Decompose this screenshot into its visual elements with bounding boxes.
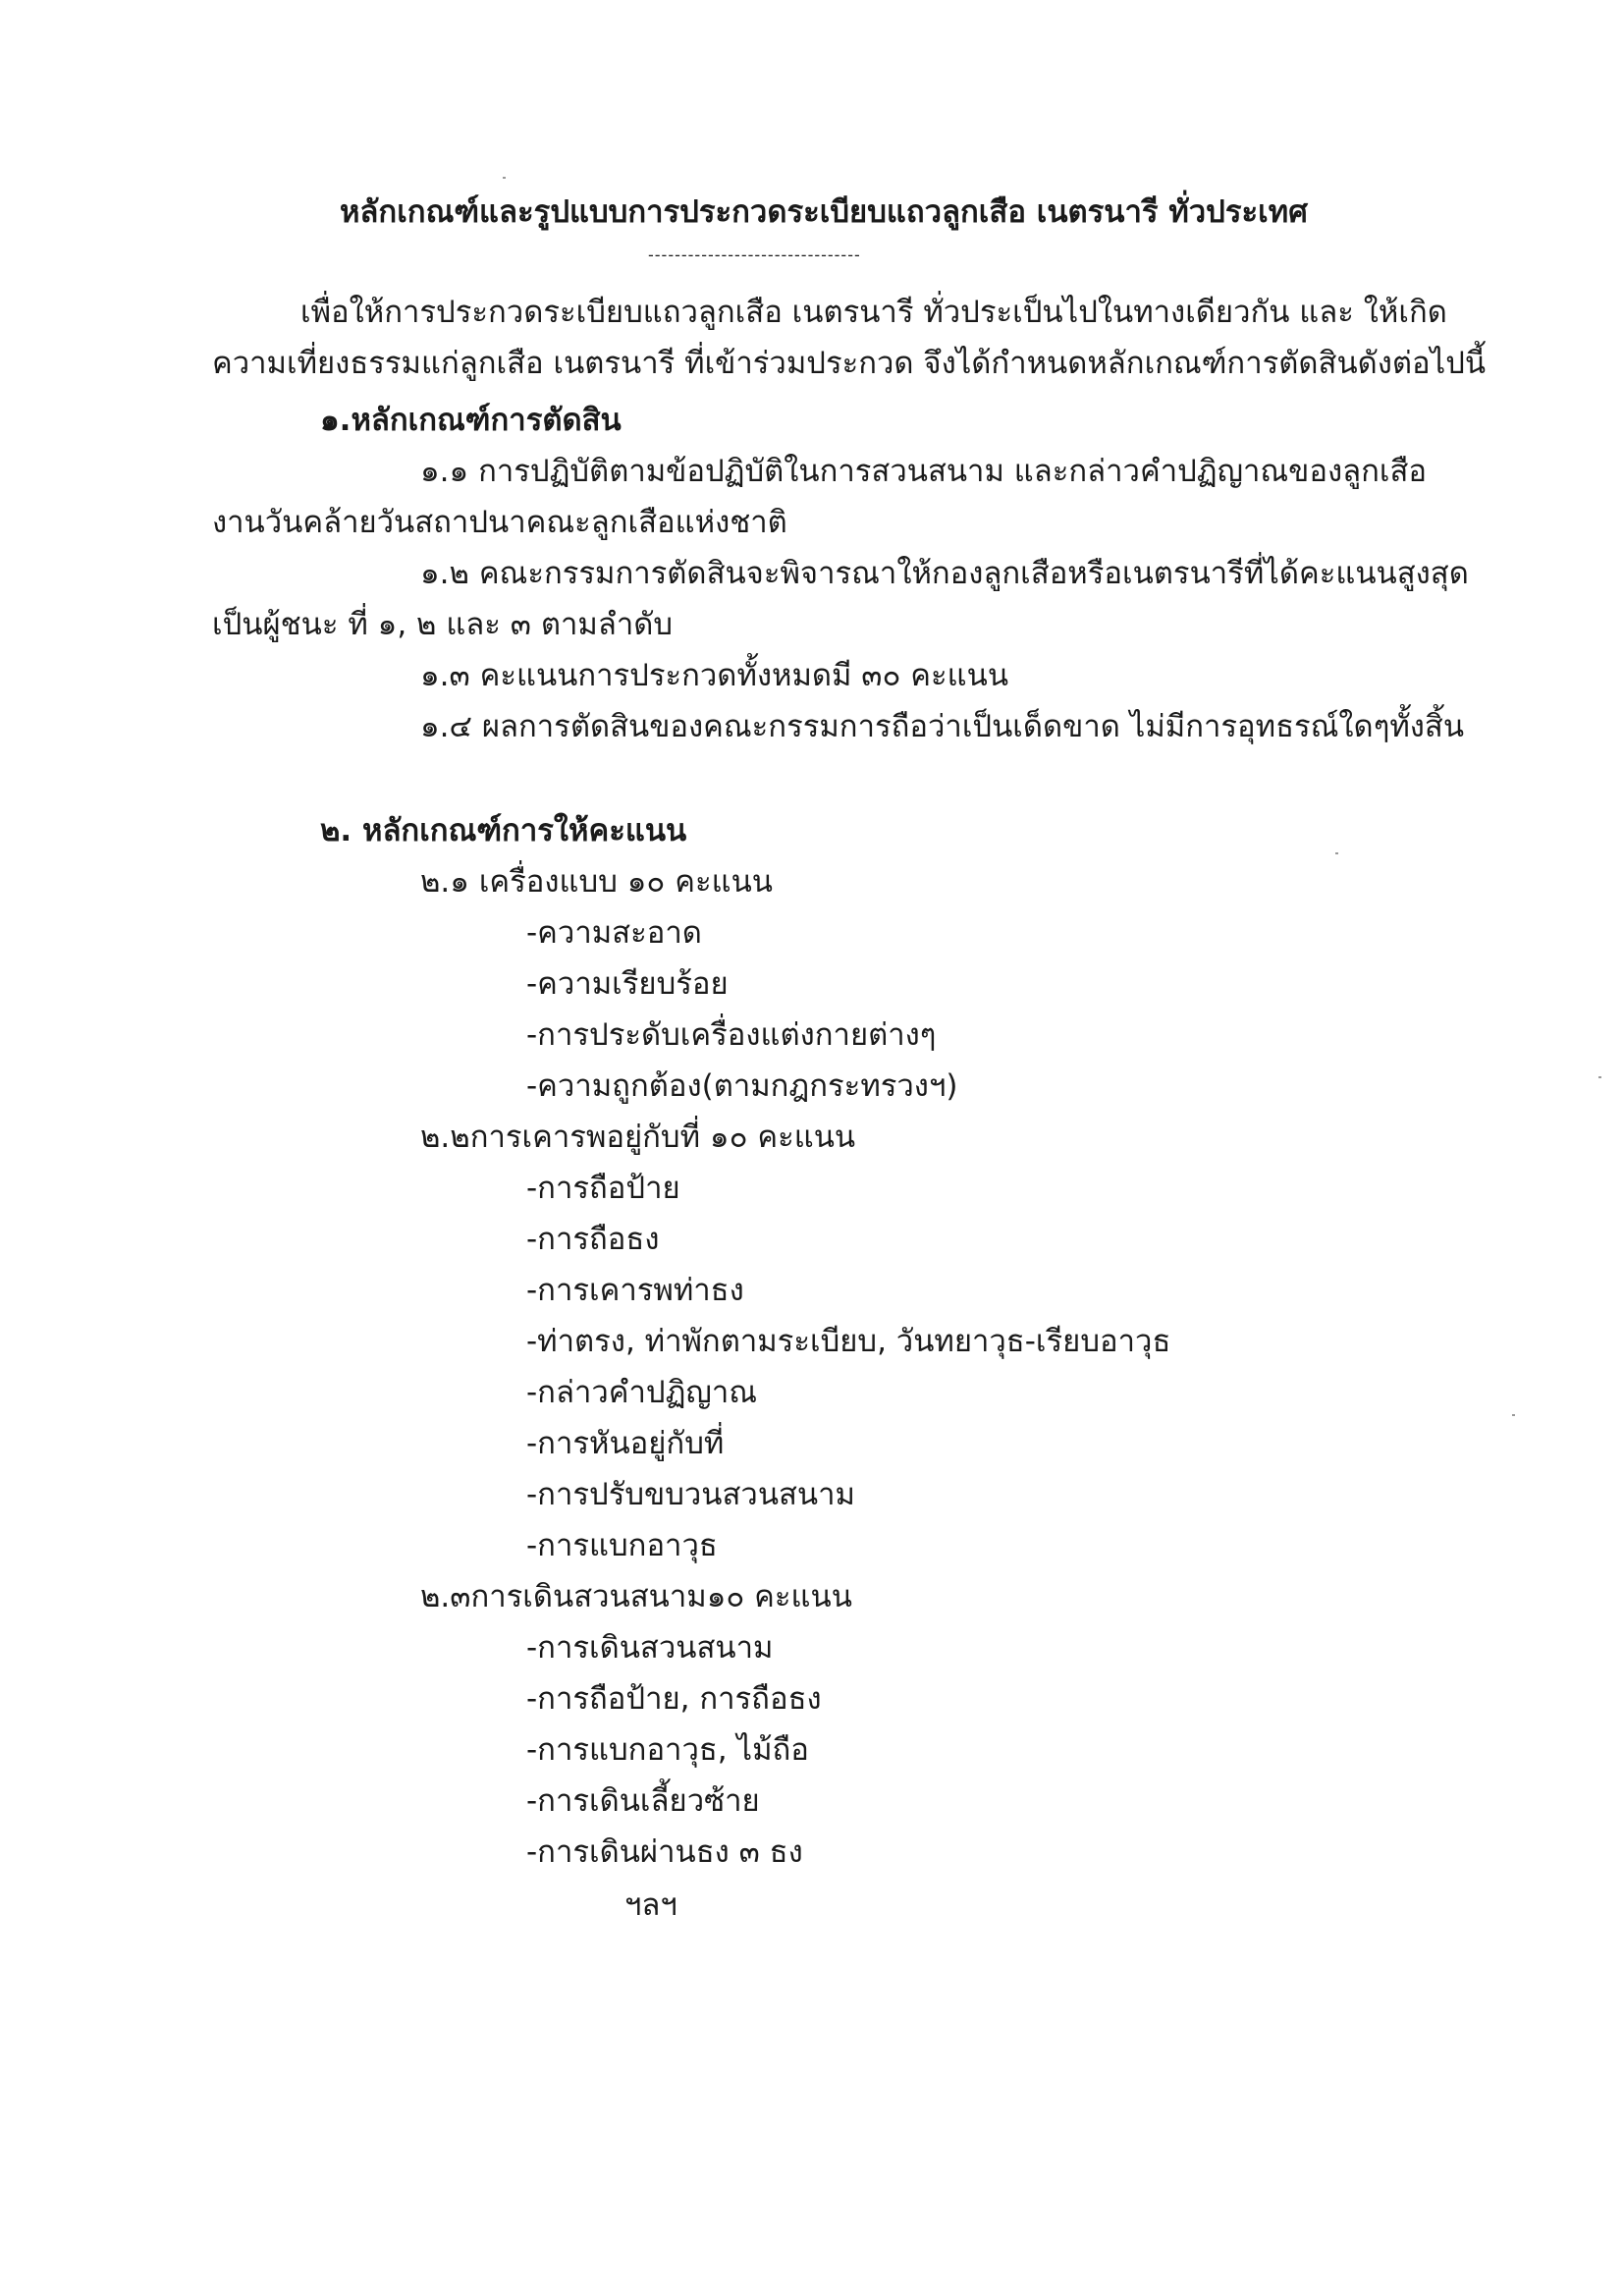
title-divider: --------------------------------	[648, 246, 861, 264]
sub2-item: -การแบกอาวุธ	[526, 1528, 718, 1563]
sub2-item: -กล่าวคำปฏิญาณ	[526, 1375, 757, 1410]
sub2-heading: ๒.๒การเคารพอยู่กับที่ ๑๐ คะแนน	[420, 1120, 856, 1155]
sub3-item: -การเดินผ่านธง ๓ ธง	[526, 1834, 803, 1870]
section1-heading: ๑.หลักเกณฑ์การตัดสิน	[320, 403, 622, 438]
scan-speck	[503, 177, 506, 179]
section1-item-1-4: ๑.๔ ผลการตัดสินของคณะกรรมการถือว่าเป็นเด็ดขาด ไม่มีการอุทธรณ์ใดๆทั้งสิ้น	[420, 709, 1465, 744]
scan-speck	[1598, 1076, 1601, 1078]
sub2-item: -การถือธง	[526, 1222, 660, 1257]
document-title: หลักเกณฑ์และรูปแบบการประกวดระเบียบแถวลูกเสือ เนตรนารี ทั่วประเทศ	[340, 194, 1308, 230]
sub2-item: -การถือป้าย	[526, 1171, 680, 1206]
section1-item-1-1: ๑.๑ การปฏิบัติตามข้อปฏิบัติในการสวนสนาม และกล่าวคำปฏิญาณของลูกเสือ	[420, 454, 1428, 489]
sub3-item: -การเดินสวนสนาม	[526, 1630, 774, 1666]
sub3-item: -การถือป้าย, การถือธง	[526, 1681, 822, 1717]
sub2-item: -การเคารพท่าธง	[526, 1273, 744, 1308]
intro-line-1: เพื่อให้การประกวดระเบียบแถวลูกเสือ เนตรนารี ทั่วประเป็นไปในทางเดียวกัน และ ให้เกิด	[300, 295, 1447, 330]
section1-item-1-1-cont: งานวันคล้ายวันสถาปนาคณะลูกเสือแห่งชาติ	[212, 505, 787, 540]
scan-speck	[1335, 852, 1338, 854]
sub1-heading: ๒.๑ เครื่องแบบ ๑๐ คะแนน	[420, 864, 773, 900]
sub3-heading: ๒.๓การเดินสวนสนาม๑๐ คะแนน	[420, 1579, 852, 1614]
scan-speck	[1512, 1414, 1515, 1416]
section1-item-1-2: ๑.๒ คณะกรรมการตัดสินจะพิจารณาให้กองลูกเสือหรือเนตรนารีที่ได้คะแนนสูงสุด	[420, 556, 1469, 591]
section1-item-1-3: ๑.๓ คะแนนการประกวดทั้งหมดมี ๓๐ คะแนน	[420, 658, 1009, 693]
sub1-item: -การประดับเครื่องแต่งกายต่างๆ	[526, 1017, 937, 1053]
sub2-item: -ท่าตรง, ท่าพักตามระเบียบ, วันทยาวุธ-เรียบอาวุธ	[526, 1324, 1171, 1359]
sub3-item: -การแบกอาวุธ, ไม้ถือ	[526, 1732, 809, 1768]
sub1-item: -ความถูกต้อง(ตามกฎกระทรวงฯ)	[526, 1068, 958, 1104]
section2-heading: ๒. หลักเกณฑ์การให้คะแนน	[320, 813, 687, 848]
sub1-item: -ความสะอาด	[526, 915, 702, 951]
sub2-item: -การหันอยู่กับที่	[526, 1426, 725, 1461]
sub3-item: -การเดินเลี้ยวซ้าย	[526, 1783, 760, 1819]
section1-item-1-2-cont: เป็นผู้ชนะ ที่ ๑, ๒ และ ๓ ตามลำดับ	[212, 607, 674, 642]
sub2-item: -การปรับขบวนสวนสนาม	[526, 1477, 855, 1512]
intro-line-2: ความเที่ยงธรรมแก่ลูกเสือ เนตรนารี ที่เข้าร่วมประกวด จึงได้กำหนดหลักเกณฑ์การตัดสินดังต่อไปนี้	[212, 346, 1487, 381]
sub1-item: -ความเรียบร้อย	[526, 966, 729, 1002]
ending-etc: ฯลฯ	[624, 1887, 677, 1923]
